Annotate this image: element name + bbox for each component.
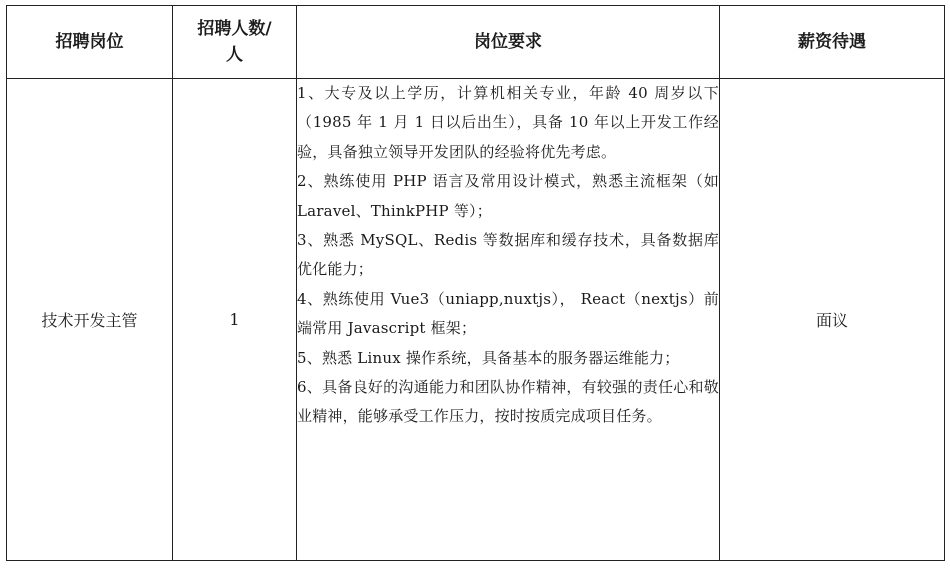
header-headcount-line1: 招聘人数/: [197, 19, 272, 39]
requirement-item-3: 3、熟悉 MySQL、Redis 等数据库和缓存技术，具备数据库优化能力；: [297, 231, 719, 279]
requirement-item-2: 2、熟练使用 PHP 语言及常用设计模式，熟悉主流框架（如 Laravel、ThinkPHP 等）；: [297, 172, 719, 220]
table-header-row: [7, 6, 945, 79]
cell-headcount: 1: [173, 79, 297, 561]
header-headcount: [173, 6, 297, 79]
requirement-item-4: 4、熟练使用 Vue3（uniapp,nuxtjs）， React（nextjs）前端常用 Javascript 框架；: [297, 289, 719, 338]
requirement-item-5: 5、熟悉 Linux 操作系统，具备基本的服务器运维能力；: [297, 348, 680, 367]
cell-salary: 面议: [720, 79, 945, 561]
cell-requirements: [297, 79, 720, 561]
header-position: 招聘岗位: [7, 6, 173, 79]
header-headcount-line2: 人: [226, 45, 243, 65]
header-requirements: 岗位要求: [297, 6, 720, 79]
header-salary: 薪资待遇: [720, 6, 945, 79]
requirement-item-6: 6、具备良好的沟通能力和团队协作精神，有较强的责任心和敬业精神，能够承受工作压力，按时按质完成项目任务。: [297, 378, 719, 426]
recruitment-table: [6, 5, 945, 561]
table-row: [7, 79, 945, 561]
cell-position: 技术开发主管: [7, 79, 173, 561]
requirement-item-1: 1、大专及以上学历，计算机相关专业，年龄 40 周岁以下（1985 年 1 月 1 日以后出生），具备 10 年以上开发工作经验，具备独立领导开发团队的经验将优先考虑。: [297, 84, 719, 161]
